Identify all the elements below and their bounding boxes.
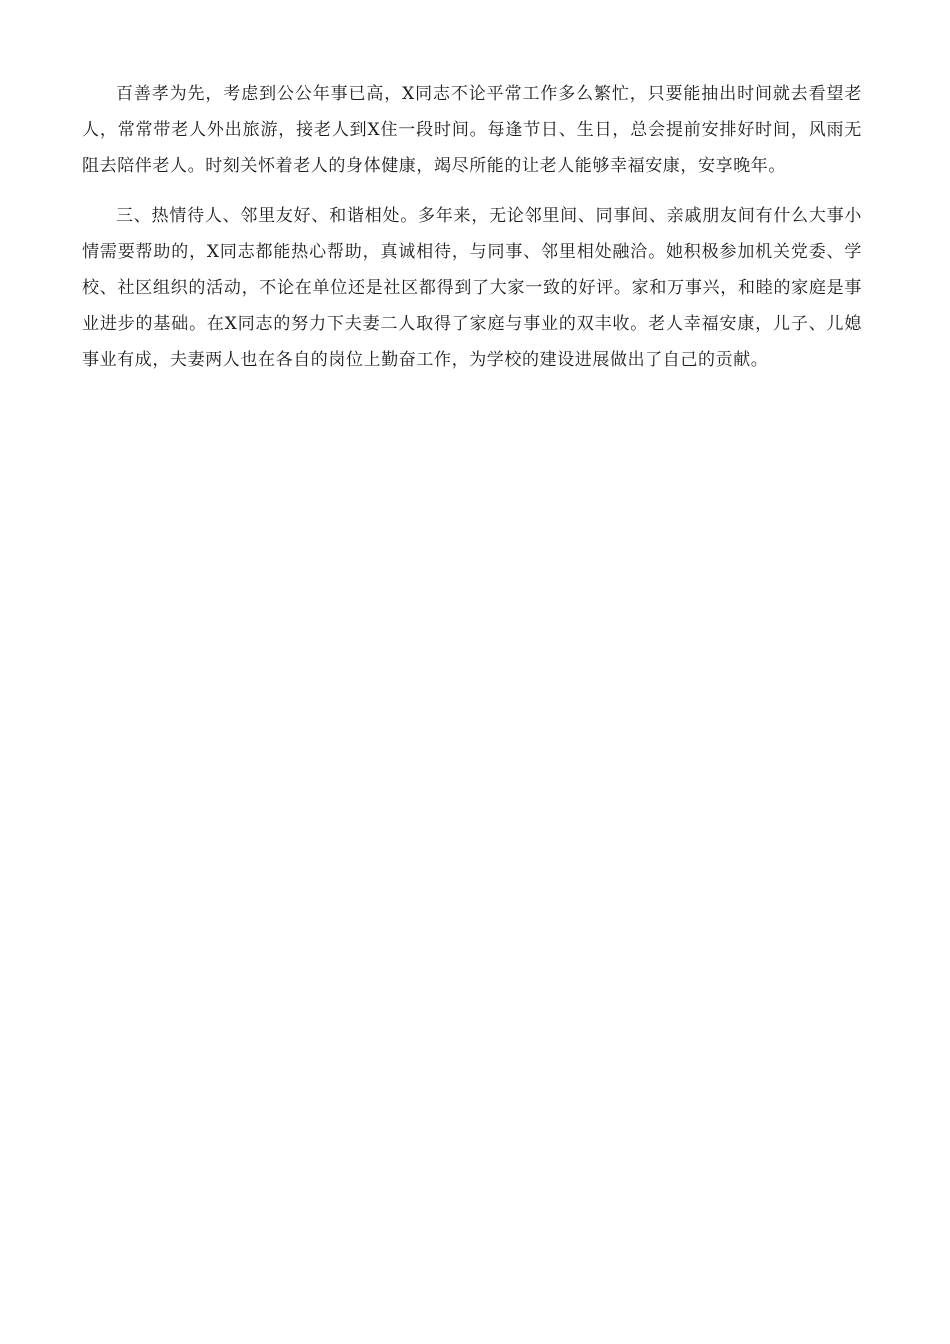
paragraph-neighborly-harmony: 三、热情待人、邻里友好、和谐相处。多年来，无论邻里间、同事间、亲戚朋友间有什么大事小情需要帮助的，X同志都能热心帮助，真诚相待，与同事、邻里相处融洽。她积极参加机关党委、学校、社区组织的活动，不论在单位还是社区都得到了大家一致的好评。家和万事兴，和睦的家庭是事业进步的基础。在X同志的努力下夫妻二人取得了家庭与事业的双丰收。老人幸福安康，儿子、儿媳事业有成，夫妻两人也在各自的岗位上勤奋工作，为学校的建设进展做出了自己的贡献。	[82, 206, 862, 370]
paragraph-filial-piety: 百善孝为先，考虑到公公年事已高，X同志不论平常工作多么繁忙，只要能抽出时间就去看望老人，常常带老人外出旅游，接老人到X住一段时间。每逢节日、生日，总会提前安排好时间，风雨无阻去陪伴老人。时刻关怀着老人的身体健康，竭尽所能的让老人能够幸福安康，安享晚年。	[82, 84, 862, 176]
document-body	[82, 76, 862, 378]
